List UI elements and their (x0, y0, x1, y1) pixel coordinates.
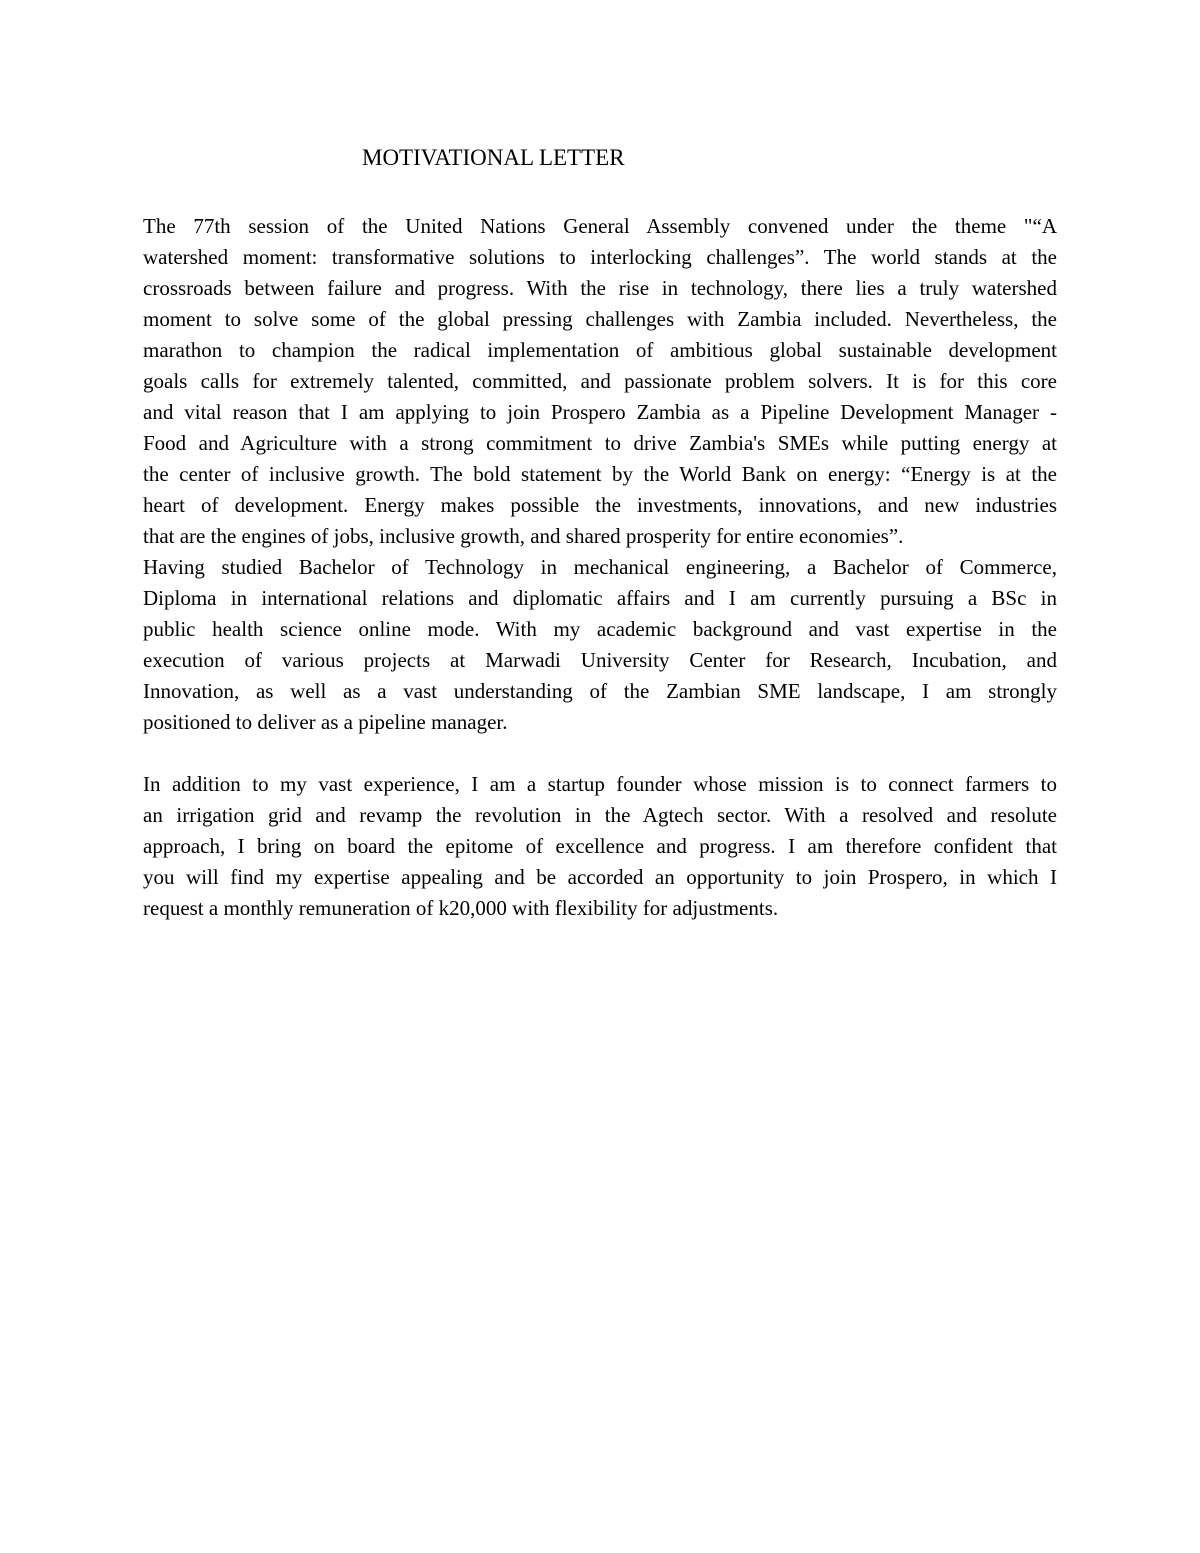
letter-title: MOTIVATIONAL LETTER (362, 145, 625, 170)
text-line: The 77th session of the United Nations General Assembly convened under the theme "“A (143, 214, 1057, 238)
text-line: moment to solve some of the global pressing challenges with Zambia included. Nevertheless, the (143, 307, 1057, 331)
text-line: execution of various projects at Marwadi University Center for Research, Incubation, and (143, 648, 1057, 672)
text-line: Diploma in international relations and diplomatic affairs and I am currently pursuing a BSc in (143, 586, 1057, 610)
text-line: marathon to champion the radical implementation of ambitious global sustainable development (143, 338, 1057, 362)
text-line: heart of development. Energy makes possible the investments, innovations, and new industries (143, 493, 1057, 517)
text-line: that are the engines of jobs, inclusive growth, and shared prosperity for entire economies”. (143, 524, 904, 548)
paragraph-3 (143, 769, 1057, 924)
text-line: approach, I bring on board the epitome of excellence and progress. I am therefore confident that (143, 834, 1057, 858)
text-line: crossroads between failure and progress. With the rise in technology, there lies a truly watershed (143, 276, 1057, 300)
text-line: goals calls for extremely talented, committed, and passionate problem solvers. It is for this core (143, 369, 1057, 393)
text-line: the center of inclusive growth. The bold statement by the World Bank on energy: “Energy is at the (143, 462, 1057, 486)
text-line: an irrigation grid and revamp the revolution in the Agtech sector. With a resolved and resolute (143, 803, 1057, 827)
paragraph-2 (143, 552, 1057, 738)
text-line: watershed moment: transformative solutions to interlocking challenges”. The world stands at the (143, 245, 1057, 269)
text-line: positioned to deliver as a pipeline manager. (143, 710, 508, 734)
text-line: public health science online mode. With my academic background and vast expertise in the (143, 617, 1057, 641)
text-line: Innovation, as well as a vast understanding of the Zambian SME landscape, I am strongly (143, 679, 1057, 703)
text-line: request a monthly remuneration of k20,000 with flexibility for adjustments. (143, 896, 779, 920)
letter-body (143, 211, 1057, 924)
text-line: you will find my expertise appealing and be accorded an opportunity to join Prospero, in which I (143, 865, 1057, 889)
text-line: and vital reason that I am applying to join Prospero Zambia as a Pipeline Development Manager - (143, 400, 1057, 424)
text-line: Food and Agriculture with a strong commitment to drive Zambia's SMEs while putting energy at (143, 431, 1057, 455)
text-line: Having studied Bachelor of Technology in mechanical engineering, a Bachelor of Commerce, (143, 555, 1057, 579)
paragraph-1 (143, 211, 1057, 552)
text-line: In addition to my vast experience, I am a startup founder whose mission is to connect farmers to (143, 772, 1057, 796)
paragraph-spacer (143, 738, 1057, 769)
